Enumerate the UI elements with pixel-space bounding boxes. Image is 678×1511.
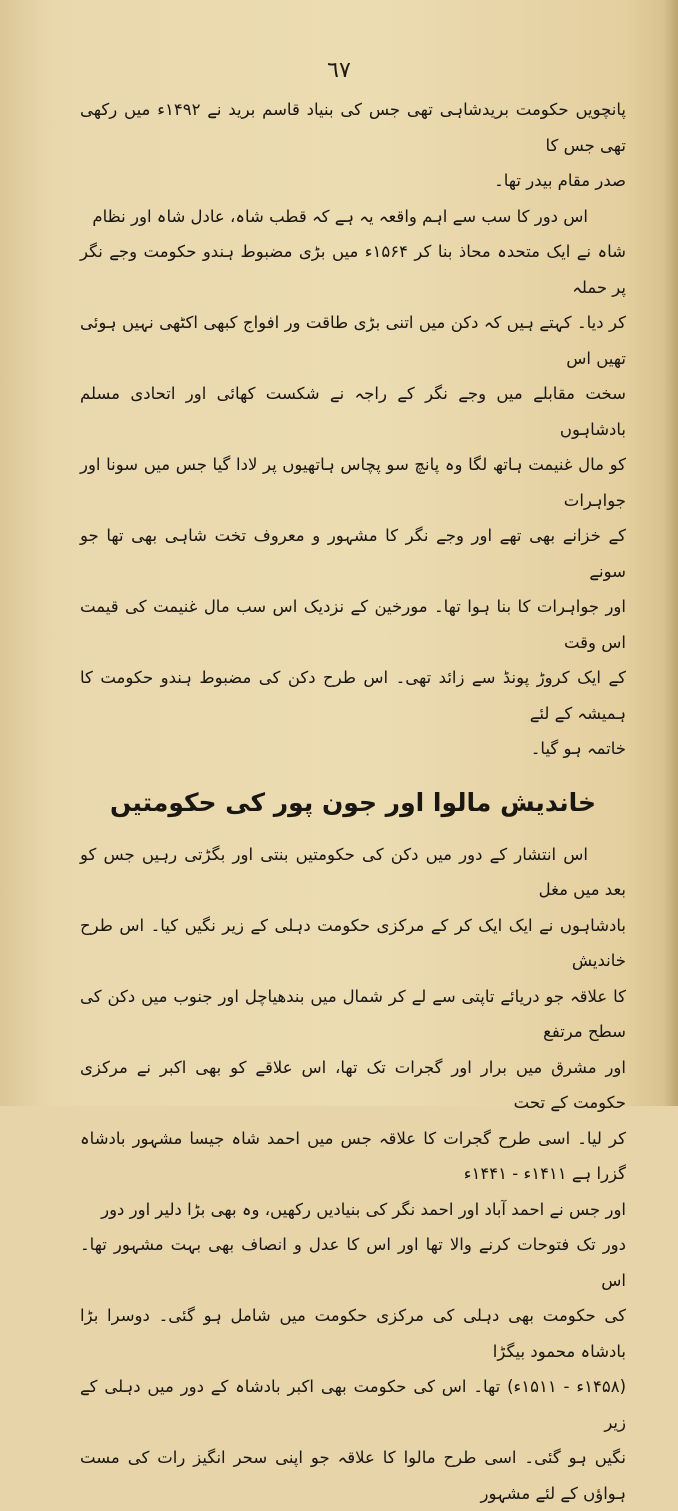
text-line: بادشاہوں نے ایک ایک کر کے مرکزی حکومت دہلی کے زیر نگیں کیا۔ اس طرح خاندیش [80,916,626,971]
paragraph-khandesh [80,837,626,1511]
text-line: صدر مقام بیدر تھا۔ [494,171,626,190]
page-spine-shadow [664,0,678,1106]
text-line: خاتمہ ہو گیا۔ [531,739,626,758]
text-line: اور مشرق میں برار اور گجرات تک تھا، اس علاقے کو بھی اکبر نے مرکزی حکومت کے تحت [80,1058,626,1113]
text-line: کر لیا۔ اسی طرح گجرات کا علاقہ جس میں احمد شاہ جیسا مشہور بادشاہ گزرا ہے ۱۴۱۱ء - ۱۴۴۱ء [80,1129,626,1184]
text-line: نگیں ہو گئی۔ اسی طرح مالوا کا علاقہ جو اپنی سحر انگیز رات کی مست ہواؤں کے لئے مشہور [80,1448,626,1503]
text-line: (۱۴۵۸ء - ۱۵۱۱ء) تھا۔ اس کی حکومت بھی اکبر بادشاہ کے دور میں دہلی کے زیر [80,1377,626,1432]
text-line: کے خزانے بھی تھے اور وجے نگر کا مشہور و معروف تخت شاہی بھی تھا جو سونے [80,526,626,581]
text-line: اس انتشار کے دور میں دکن کی حکومتیں بنتی اور بگڑتی رہیں جس کو بعد میں مغل [80,845,626,900]
text-line: اس دور کا سب سے اہم واقعہ یہ ہے کہ قطب شاہ، عادل شاہ اور نظام [92,207,588,226]
text-line: شاہ نے ایک متحدہ محاذ بنا کر ۱۵۶۴ء میں بڑی مضبوط ہندو حکومت وجے نگر پر حملہ [80,242,626,297]
text-line: کی حکومت بھی دہلی کی مرکزی حکومت میں شامل ہو گئی۔ دوسرا بڑا بادشاہ محمود بیگڑا [80,1306,626,1361]
text-line: کو مال غنیمت ہاتھ لگا وہ پانچ سو پچاس ہاتھیوں پر لادا گیا جس میں سونا اور جواہرات [80,455,626,510]
text-line: دور تک فتوحات کرنے والا تھا اور اس کا عدل و انصاف بھی بہت مشہور تھا۔ اس [80,1235,626,1290]
text-line: پانچویں حکومت بریدشاہی تھی جس کی بنیاد قاسم برید نے ۱۴۹۲ء میں رکھی تھی جس کا [80,100,626,155]
page-body [80,92,626,1511]
text-line: سخت مقابلے میں وجے نگر کے راجہ نے شکست کھائی اور اتحادی مسلم بادشاہوں [80,384,626,439]
page-number: ٦٧ [0,58,678,83]
section-heading: خاندیش مالوا اور جون پور کی حکومتیں [80,773,626,833]
paragraph-vijayanagar [80,199,626,767]
text-line: کے ایک کروڑ پونڈ سے زائد تھی۔ اس طرح دکن کی مضبوط ہندو حکومت کا ہمیشہ کے لئے [80,668,626,723]
text-line: اور جس نے احمد آباد اور احمد نگر کی بنیادیں رکھیں، وہ بھی بڑا دلیر اور دور [101,1200,626,1219]
text-line: اور جواہرات کا بنا ہوا تھا۔ مورخین کے نزدیک اس سب مال غنیمت کی قیمت اس وقت [80,597,626,652]
text-line: کر دیا۔ کہتے ہیں کہ دکن میں اتنی بڑی طاقت ور افواج کبھی اکٹھی نہیں ہوئی تھیں اس [80,313,626,368]
text-line: کا علاقہ جو دریائے تاپتی سے لے کر شمال میں بندھیاچل اور جنوب میں دکن کی سطح مرتفع [80,987,626,1042]
paragraph-bridshahi [80,92,626,199]
